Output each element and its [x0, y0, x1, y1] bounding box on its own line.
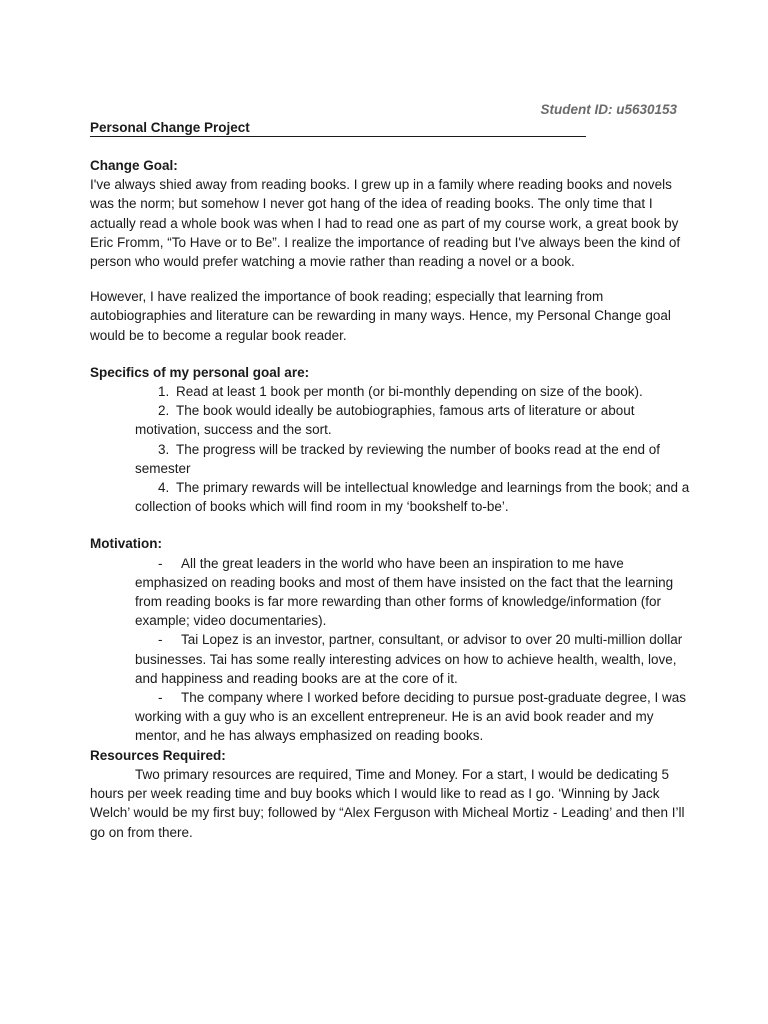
list-item-text: Tai Lopez is an investor, partner, consultant, or advisor to over 20 multi-million dollar businesses. Tai has some really interesting advices on how to achieve health, wealth, love, and happiness and reading books are at the core of it.: [135, 632, 683, 686]
specifics-list: [90, 382, 690, 516]
list-item-text: The progress will be tracked by reviewing the number of books read at the end of semester: [135, 441, 661, 476]
list-item: [90, 382, 690, 401]
list-number: 4.: [158, 480, 170, 496]
change-goal-paragraph-2: However, I have realized the importance of book reading; especially that learning from autobiographies and literature can be rewarding in many ways. Hence, my Personal Change goal would be to become a regular book reader.: [90, 289, 671, 343]
list-item: [90, 554, 690, 631]
list-number: 1.: [158, 384, 170, 400]
list-item: [90, 440, 690, 478]
list-item-text: The book would ideally be autobiographies, famous arts of literature or about motivation, success and the sort.: [135, 403, 635, 438]
change-goal-heading: Change Goal:: [90, 158, 178, 173]
dash-marker: -: [158, 555, 163, 571]
list-item-text: The primary rewards will be intellectual knowledge and learnings from the book; and a collection of books which will find room in my ‘bookshelf to-be’.: [135, 480, 690, 515]
list-item-text: Read at least 1 book per month (or bi-monthly depending on size of the book).: [176, 384, 643, 400]
motivation-heading: Motivation:: [90, 536, 162, 552]
specifics-heading: Specifics of my personal goal are:: [90, 364, 310, 380]
list-item: [90, 630, 690, 688]
document-body: [90, 156, 690, 842]
list-item-text: All the great leaders in the world who have been an inspiration to me have emphasized on reading books and most of them have insisted on the fact that the learning from reading books is far more rewarding than other forms of knowledge/information (for example; video documentaries).: [135, 555, 674, 629]
document-title: [90, 120, 586, 137]
student-id: Student ID: u5630153: [540, 102, 677, 117]
document-title-text: Personal Change Project: [90, 120, 250, 135]
resources-paragraph: Two primary resources are required, Time and Money. For a start, I would be dedicating 5 hours per week reading time and buy books which I would like to read as I go. ‘Winning by Jack Welch’ would be my first buy; followed by “Alex Ferguson with Micheal Mortiz - Leading’ and then I’ll go on from there.: [90, 766, 685, 840]
list-item-text: The company where I worked before deciding to pursue post-graduate degree, I was working with a guy who is an excellent entrepreneur. He is an avid book reader and my mentor, and he has always emphasized on reading books.: [135, 690, 687, 744]
list-item: [90, 478, 690, 516]
resources-heading: Resources Required:: [90, 747, 226, 763]
motivation-list: [90, 554, 690, 746]
list-item: [90, 401, 690, 439]
list-item: [90, 688, 690, 746]
dash-marker: -: [158, 632, 163, 648]
list-number: 3.: [158, 441, 170, 457]
change-goal-paragraph-1: I've always shied away from reading books. I grew up in a family where reading books and novels was the norm; but somehow I never got hang of the idea of reading books. The only time that I actually read a whole book was when I had to read one as part of my course work, a great book by Eric Fromm, “To Have or to Be”. I realize the importance of reading but I've always been the kind of person who would prefer watching a movie rather than reading a novel or a book.: [90, 177, 681, 270]
dash-marker: -: [158, 690, 163, 706]
list-number: 2.: [158, 403, 170, 419]
